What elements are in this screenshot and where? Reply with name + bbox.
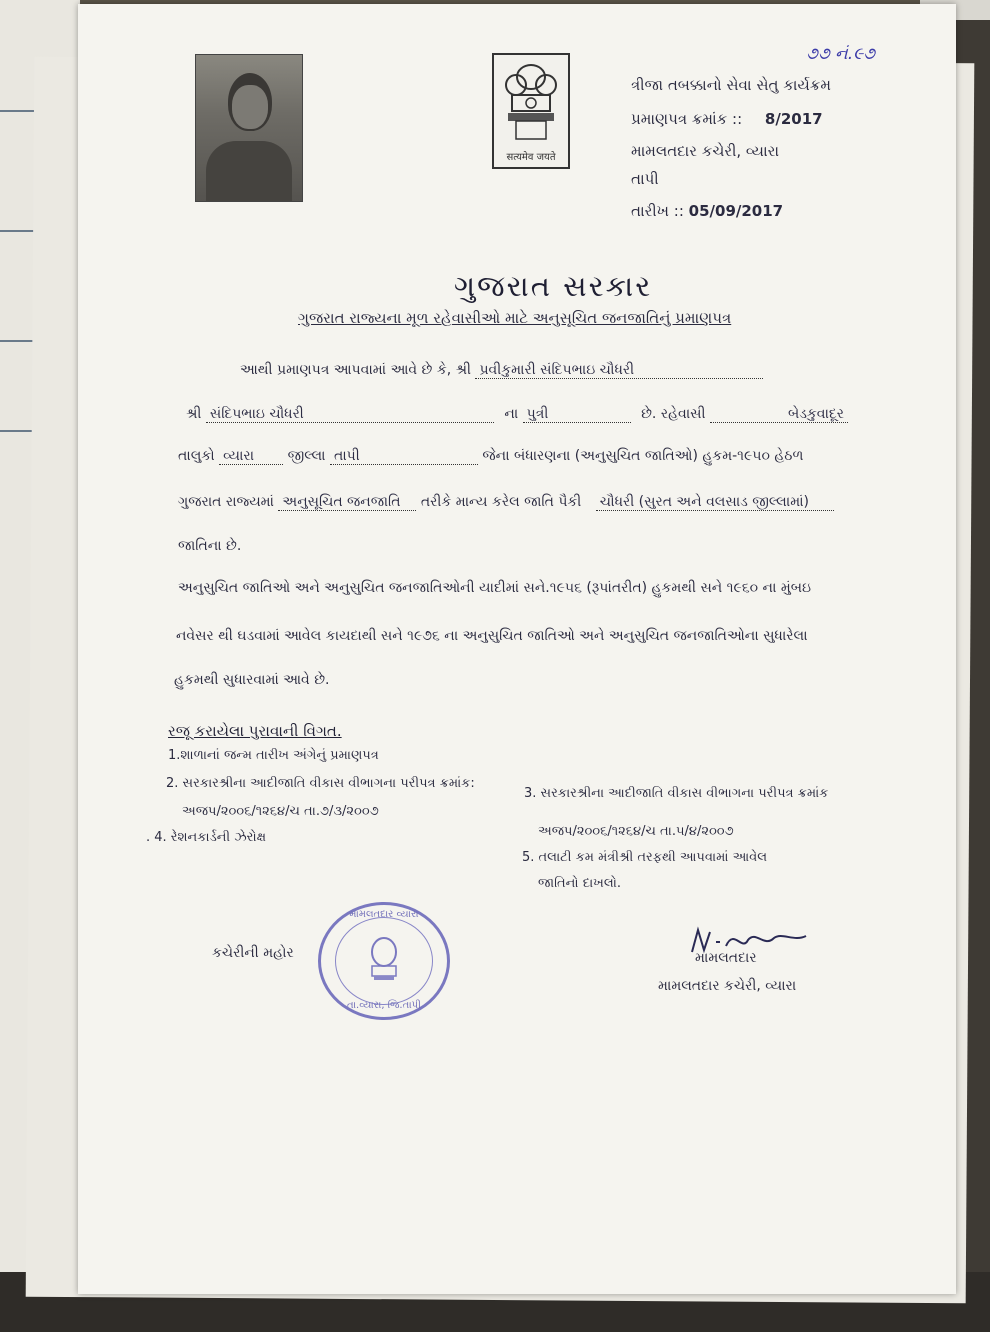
category-name: અનુસૂચિત જનજાતિ bbox=[278, 494, 416, 511]
evidence-item-5-cont: જાતિનો દાખલો. bbox=[538, 876, 622, 891]
evidence-item-1: 1.શાળાનાં જન્મ તારીખ અંગેનું પ્રમાણપત્ર bbox=[168, 748, 379, 763]
evidence-item-3: 3. સરકારશ્રીના આદીજાતિ વીકાસ વીભાગના પરીપત્ર ક્રમાંક bbox=[524, 786, 829, 801]
cert-number-value: 8/2017 bbox=[764, 110, 823, 128]
district-name: તાપી bbox=[631, 170, 659, 188]
paragraph-line-1: અનુસુચિત જાતિઓ અને અનુસુચિત જનજાતિઓની યાદીમાં સને.૧૯૫૬ (રૂપાંતરીત) હુકમથી સને ૧૯૬૦ ના મુંબઇ bbox=[178, 580, 811, 596]
date-value: 05/09/2017 bbox=[688, 202, 784, 220]
intro-text: આથી પ્રમાણપત્ર આપવામાં આવે છે કે, શ્રી bbox=[240, 362, 472, 378]
jilla-name: તાપી bbox=[330, 448, 478, 465]
evidence-item-2-ref: અજપ/૨૦૦૬/૧૨૬૪/ચ તા.૭/૩/૨૦૦૭ bbox=[182, 804, 379, 819]
certificate-paper bbox=[78, 4, 956, 1294]
paragraph-line-2: નવેસર થી ઘડવામાં આવેલ કાયદાથી સને ૧૯૭૬ ના અનુસુચિત જાતિઓ અને અનુસુચિત જનજાતિઓના સુધારેલા bbox=[176, 628, 808, 644]
na-label: ના bbox=[504, 406, 519, 422]
parent-line bbox=[186, 406, 848, 423]
issue-date bbox=[631, 202, 783, 220]
evidence-item-4: . 4. રેશનકાર્ડની ઝેરોક્ષ bbox=[146, 830, 267, 845]
parent-name: સંદિપભાઇ ચૌધરી bbox=[206, 406, 494, 423]
shri-label: શ્રી bbox=[186, 406, 202, 422]
office-seal bbox=[318, 902, 450, 1020]
holder-photo bbox=[195, 54, 303, 202]
evidence-item-5: 5. તલાટી કમ મંત્રીશ્રી તરફથી આપવામાં આવેલ bbox=[522, 850, 768, 865]
taluka-label: તાલુકો bbox=[178, 448, 215, 464]
lion-capital-icon bbox=[494, 55, 568, 145]
jilla-label: જીલ્લા bbox=[287, 448, 326, 464]
cert-number-label: પ્રમાણપત્ર ક્રમાંક :: bbox=[631, 110, 743, 128]
village-name: બેડકુવાદૂર bbox=[710, 406, 848, 423]
seal-emblem-icon bbox=[336, 918, 432, 1004]
program-name: ત્રીજા તબક્કાનો સેવા સેતુ કાર્યક્રમ bbox=[631, 76, 831, 94]
national-emblem bbox=[492, 53, 570, 169]
taluka-name: વ્યારા bbox=[219, 448, 283, 465]
evidence-title: રજૂ કરાયેલા પુરાવાની વિગત. bbox=[168, 722, 342, 740]
evidence-item-3-ref: અજપ/૨૦૦૬/૧૨૬૪/ચ તા.૫/૪/૨૦૦૭ bbox=[538, 824, 734, 839]
holder-name: પ્રવીકુમારી સંદિપભાઇ ચૌધરી bbox=[475, 362, 763, 379]
emblem-motto: सत्यमेव जयते bbox=[506, 152, 556, 163]
government-title: ગુજરાત સરકાર bbox=[454, 269, 653, 303]
cert-number bbox=[631, 110, 823, 128]
date-label: તારીખ :: bbox=[631, 202, 684, 220]
signatory-office: મામલતદાર કચેરી, વ્યારા bbox=[658, 978, 797, 994]
resident-label: છે. રહેવાસી bbox=[641, 406, 706, 422]
caste-end: જાતિના છે. bbox=[178, 538, 242, 554]
taluka-line bbox=[178, 448, 803, 465]
seal-bottom-text: તા.વ્યારા, જિ.તાપી bbox=[346, 1000, 422, 1011]
recognized-text: તરીકે માન્ય કરેલ જાતિ પૈકી bbox=[420, 494, 582, 510]
signatory-title: મામલતદાર bbox=[695, 950, 757, 966]
caste-name: ચૌધરી (સુરત અને વલસાડ જીલ્લામાં) bbox=[596, 494, 834, 511]
seal-top-text: મામલતદાર વ્યારા bbox=[349, 909, 419, 920]
certificate-subtitle: ગુજરાત રાજ્યના મૂળ રહેવાસીઓ માટે અનુસૂચિત જનજાતિનું પ્રમાણપત્ર bbox=[298, 309, 732, 327]
intro-line bbox=[240, 362, 763, 379]
relation: પુત્રી bbox=[523, 406, 631, 423]
office-name: મામલતદાર કચેરી, વ્યારા bbox=[631, 142, 780, 160]
order-text: જેના બંધારણના (અનુસુચિત જાતિઓ) હુકમ-૧૯૫૦ હેઠળ bbox=[482, 448, 804, 464]
category-line bbox=[178, 494, 834, 511]
state-text: ગુજરાત રાજ્યમાં bbox=[178, 494, 274, 510]
paragraph-line-3: હુકમથી સુધારવામાં આવે છે. bbox=[174, 672, 330, 688]
office-stamp-label: કચેરીની મહોર bbox=[212, 945, 294, 961]
handwritten-ref: ૭૭ નં.૯૭ bbox=[806, 44, 875, 64]
evidence-item-2: 2. સરકારશ્રીના આદીજાતિ વીકાસ વીભાગના પરીપત્ર ક્રમાંક: bbox=[166, 776, 475, 791]
